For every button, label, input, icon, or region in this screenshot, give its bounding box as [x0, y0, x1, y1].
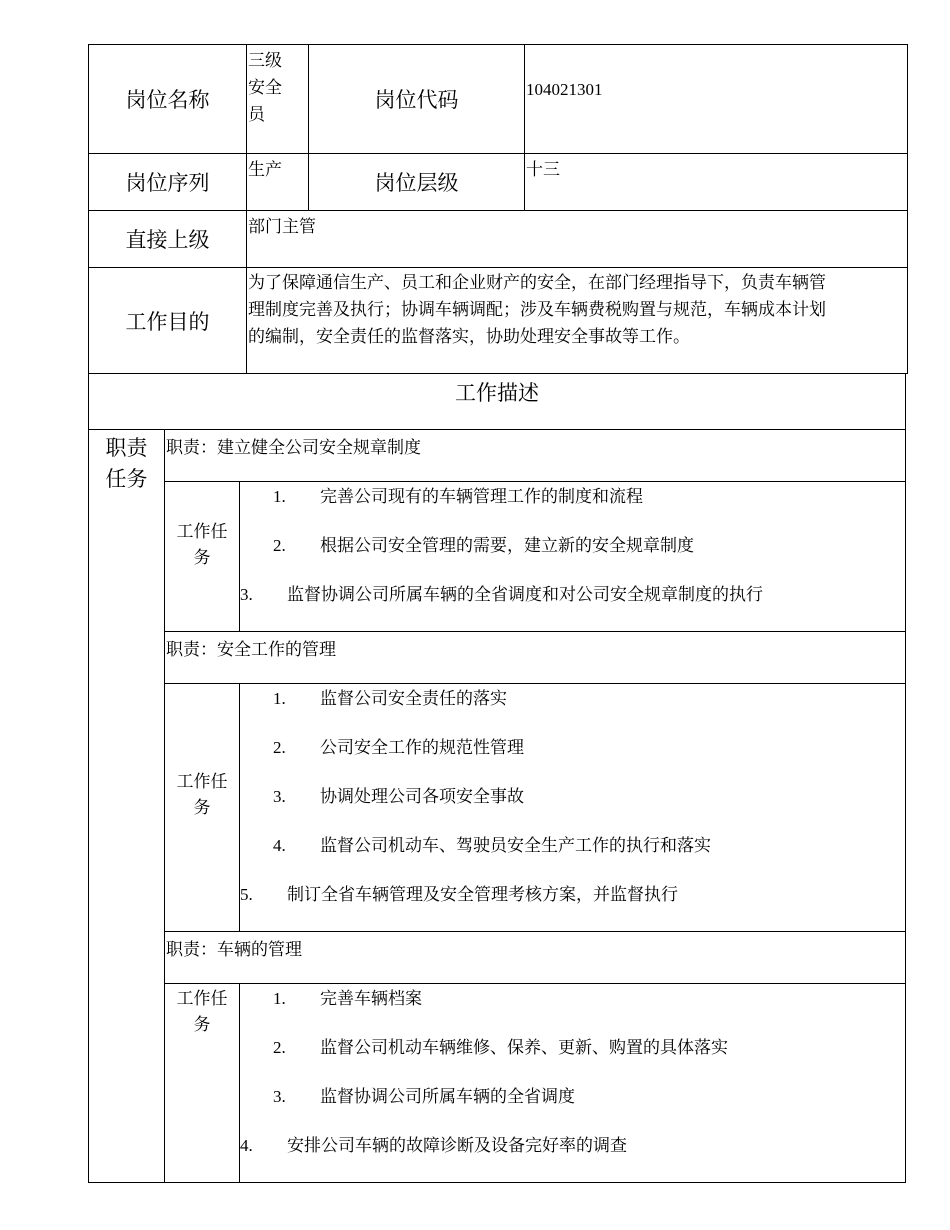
post-code-label: 岗位代码: [309, 45, 525, 154]
list-item: 1. 监督公司安全责任的落实: [273, 689, 507, 708]
post-sequence-label: 岗位序列: [89, 154, 247, 211]
list-item: 1. 完善车辆档案: [273, 989, 422, 1008]
list-item: 2. 根据公司安全管理的需要，建立新的安全规章制度: [273, 536, 694, 555]
list-item: 3. 监督协调公司所属车辆的全省调度: [273, 1087, 575, 1106]
superior-value: 部门主管: [247, 211, 908, 268]
task-label: 工作任 务: [165, 482, 240, 631]
task-label: 工作任 务: [165, 984, 240, 1182]
list-item: 1. 完善公司现有的车辆管理工作的制度和流程: [273, 487, 643, 506]
list-item: 3. 监督协调公司所属车辆的全省调度和对公司安全规章制度的执行: [240, 585, 763, 604]
duties-list: [165, 430, 905, 1182]
purpose-label: 工作目的: [89, 268, 247, 374]
task-list: [240, 482, 905, 631]
post-level-label: 岗位层级: [309, 154, 525, 211]
list-item: 4. 安排公司车辆的故障诊断及设备完好率的调查: [240, 1136, 627, 1155]
list-item: 4. 监督公司机动车、驾驶员安全生产工作的执行和落实: [273, 836, 711, 855]
list-item: 3. 协调处理公司各项安全事故: [273, 787, 524, 806]
task-block: [165, 984, 905, 1182]
post-name-label: 岗位名称: [89, 45, 247, 154]
post-code-value: 104021301: [525, 45, 908, 154]
post-sequence-value: 生产: [247, 154, 309, 211]
duty-title: 职责：车辆的管理: [165, 932, 905, 984]
job-description-document: [88, 44, 906, 1183]
post-level-value: 十三: [525, 154, 908, 211]
superior-label: 直接上级: [89, 211, 247, 268]
post-name-value: 三级 安全 员: [247, 45, 309, 154]
task-list: [240, 684, 905, 931]
duty-title: 职责：安全工作的管理: [165, 632, 905, 684]
task-block: [165, 684, 905, 932]
work-description-title: 工作描述: [88, 374, 906, 430]
list-item: 2. 公司安全工作的规范性管理: [273, 738, 524, 757]
purpose-text: 为了保障通信生产、员工和企业财产的安全，在部门经理指导下，负责车辆管 理制度完善及执行；协调车辆调配；涉及车辆费税购置与规范，车辆成本计划 的编制，安全责任的监督落实，协助处理安全事故等工作。: [247, 268, 908, 374]
task-list: [240, 984, 905, 1182]
header-table: [88, 44, 908, 374]
task-block: [165, 482, 905, 632]
duties-section: [88, 430, 906, 1183]
duty-title: 职责：建立健全公司安全规章制度: [165, 430, 905, 482]
list-item: 5. 制订全省车辆管理及安全管理考核方案，并监督执行: [240, 885, 678, 904]
list-item: 2. 监督公司机动车辆维修、保养、更新、购置的具体落实: [273, 1038, 728, 1057]
duties-side-label: 职责 任务: [89, 430, 165, 1182]
task-label: 工作任 务: [165, 684, 240, 931]
